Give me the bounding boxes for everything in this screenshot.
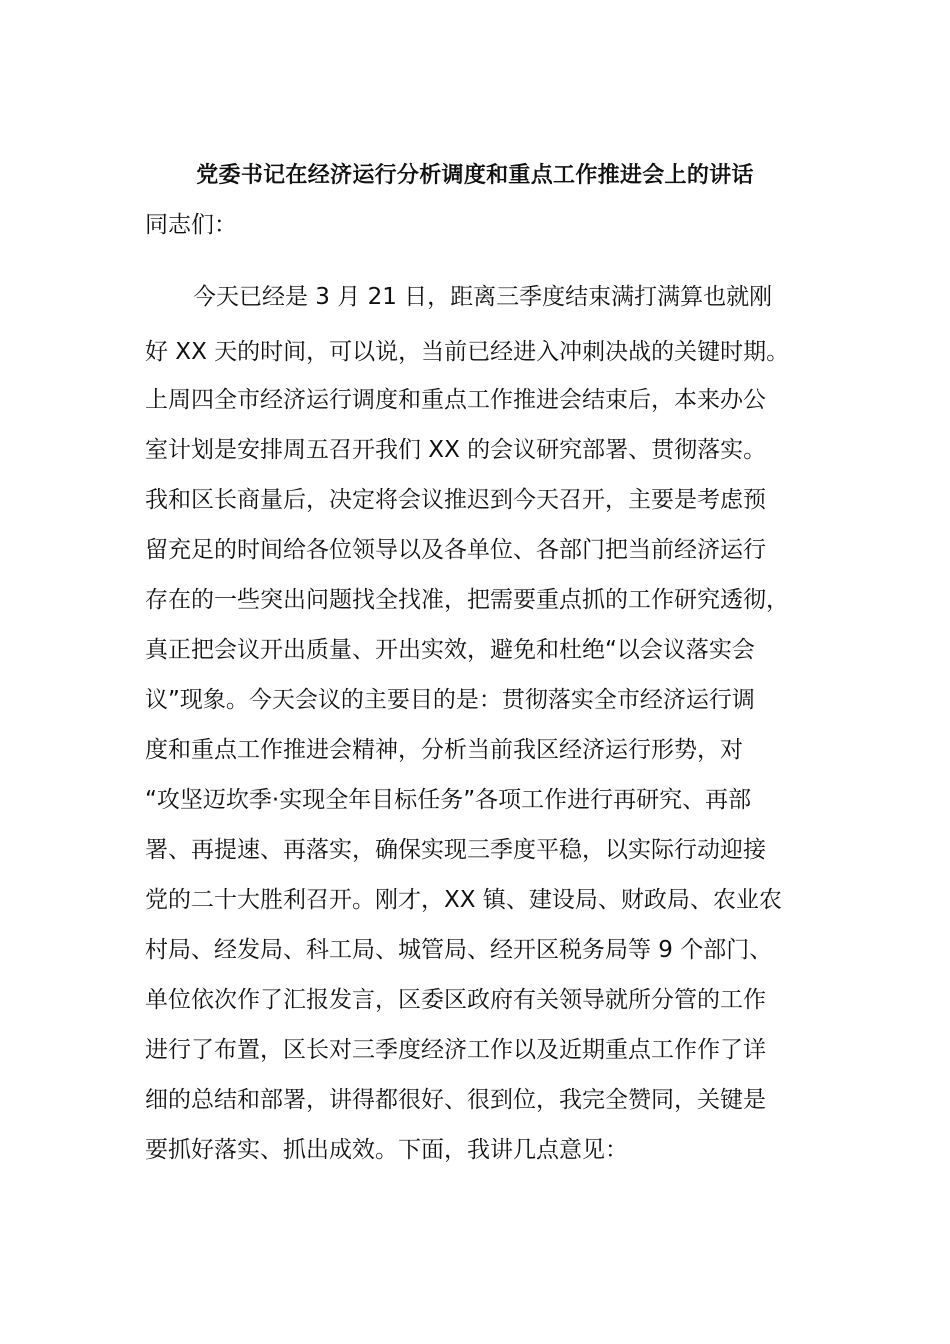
body-line: 好 XX 天的时间，可以说，当前已经进入冲刺决战的关键时期。: [145, 339, 790, 365]
body-line: 室计划是安排周五召开我们 XX 的会议研究部署、贯彻落实。: [145, 437, 767, 463]
body-line: 进行了布置，区长对三季度经济工作以及近期重点工作作了详: [145, 1037, 766, 1063]
body-line: 议”现象。今天会议的主要目的是：贯彻落实全市经济运行调: [145, 687, 755, 713]
body-line: 度和重点工作推进会精神，分析当前我区经济运行形势，对: [145, 737, 743, 763]
document-title: 党委书记在经济运行分析调度和重点工作推进会上的讲话: [196, 163, 754, 188]
salutation: 同志们：: [145, 212, 237, 238]
body-line: 上周四全市经济运行调度和重点工作推进会结束后，本来办公: [145, 387, 766, 413]
body-line: “攻坚迈坎季·实现全年目标任务”各项工作进行再研究、再部: [145, 787, 752, 813]
body-line: 要抓好落实、抓出成效。下面，我讲几点意见：: [145, 1137, 628, 1163]
body-line: 党的二十大胜利召开。刚才，XX 镇、建设局、财政局、农业农: [145, 887, 782, 913]
body-line: 留充足的时间给各位领导以及各单位、各部门把当前经济运行: [145, 537, 766, 563]
body-line: 今天已经是 3 月 21 日，距离三季度结束满打满算也就刚: [193, 284, 773, 310]
body-line: 我和区长商量后，决定将会议推迟到今天召开，主要是考虑预: [145, 487, 766, 513]
body-line: 村局、经发局、科工局、城管局、经开区税务局等 9 个部门、: [145, 937, 773, 963]
body-line: 单位依次作了汇报发言，区委区政府有关领导就所分管的工作: [145, 987, 766, 1013]
body-line: 真正把会议开出质量、开出实效，避免和杜绝“以会议落实会: [145, 637, 755, 663]
body-line: 署、再提速、再落实，确保实现三季度平稳，以实际行动迎接: [145, 837, 766, 863]
body-line: 细的总结和部署，讲得都很好、很到位，我完全赞同，关键是: [145, 1087, 766, 1113]
body-line: 存在的一些突出问题找全找准，把需要重点抓的工作研究透彻，: [145, 587, 789, 613]
